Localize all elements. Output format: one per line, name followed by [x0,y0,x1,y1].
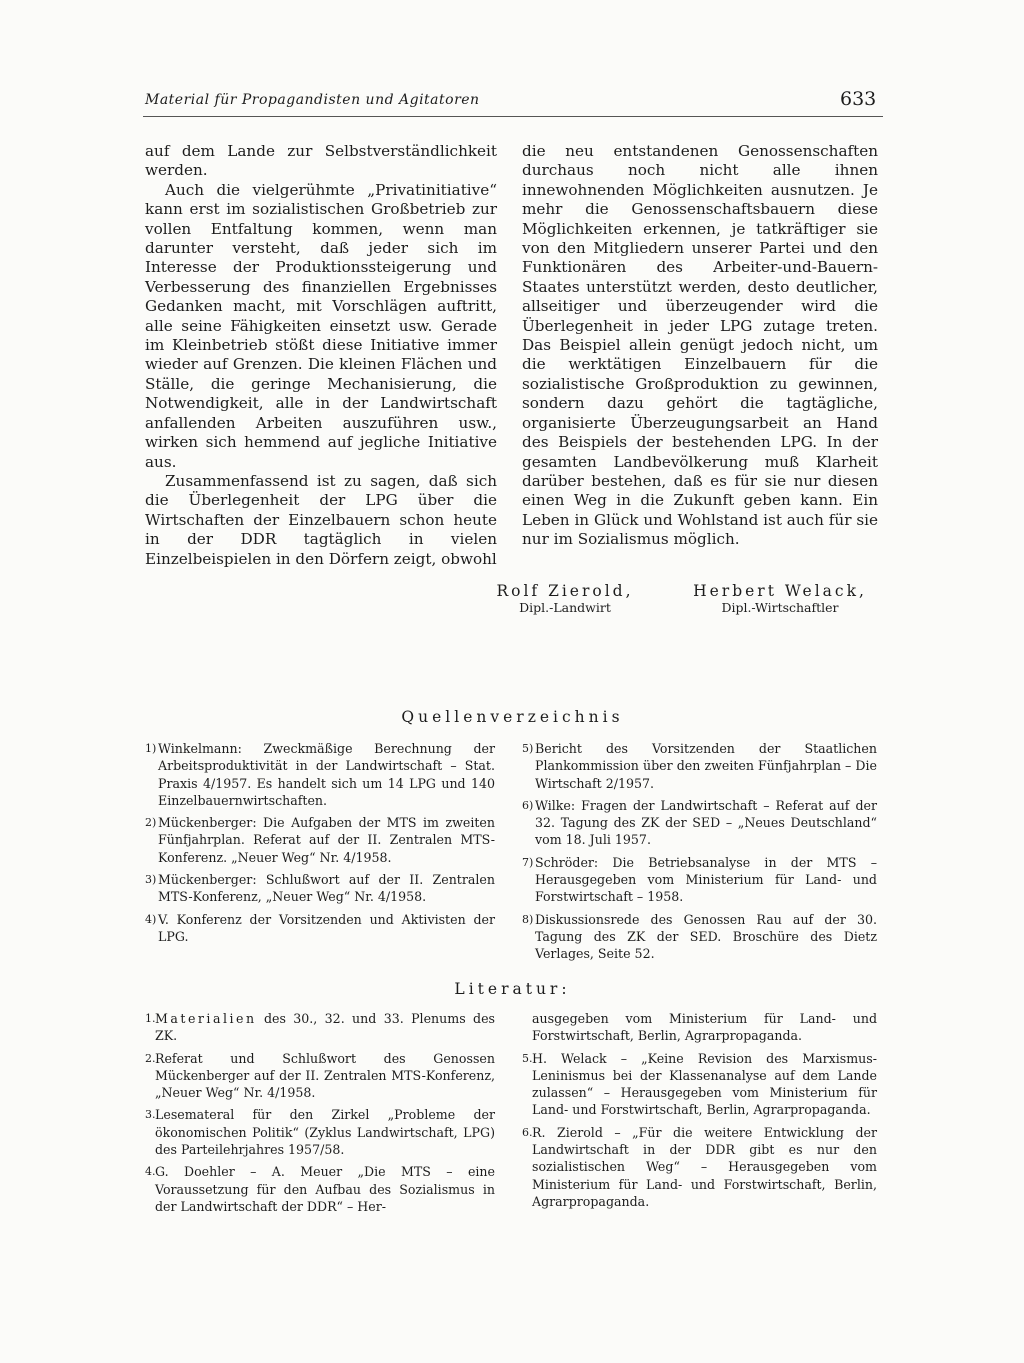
list-number: 6. [522,1125,533,1139]
signature-author-2 [670,582,890,615]
source-text: Diskussionsrede des Genossen Rau auf der 30. Tagung des ZK der SED. Broschüre des Dietz Verlages, Seite 52. [535,911,877,962]
source-item [145,871,495,906]
sources-heading: Quellenverzeichnis [401,708,624,726]
body-paragraph: die neu entstandenen Genossenschaften durchaus noch nicht alle ihnen innewohnenden Möglichkeiten ausnutzen. Je mehr die Genossenschaftsbauern diese Möglichkeiten erkennen, je tatkräftiger sie von den Mitgliedern unserer Partei und den Funktionären des Arbeiter-und-Bauern-Staates unterstützt werden, desto deutlicher, allseitiger und überzeugender wird die Überlegenheit in jeder LPG zutage treten. Das Beispiel allein genügt jedoch nicht, um die werktätigen Einzelbauern für die sozialistische Großproduktion zu gewinnen, sondern dazu gehört die tagtägliche, organisierte Überzeugungsarbeit an Hand des Beispiels der bestehenden LPG. In der gesamten Landbevölkerung muß Klarheit darüber bestehen, daß es für sie nur diesen einen Weg in die Zukunft geben kann. Ein Leben in Glück und Wohlstand ist auch für sie nur im Sozialismus möglich. [522,142,878,549]
source-text: Winkelmann: Zweckmäßige Berechnung der Arbeitsproduktivität in der Landwirtschaft – Stat. Praxis 4/1957. Es handelt sich um 14 LPG und 140 Einzelbauernwirtschaften. [158,741,495,808]
sources-list-left [145,740,495,950]
source-item [522,911,877,963]
source-text: Mückenberger: Schlußwort auf der II. Zentralen MTS-Konferenz, „Neuer Weg“ Nr. 4/1958. [158,872,495,905]
list-number: 3. [145,1108,156,1122]
literature-text: des 30., 32. und 33. Plenums des ZK. [155,1011,495,1044]
source-item [145,740,495,809]
literature-text: Lesemateral für den Zirkel „Probleme der ökonomischen Politik“ (Zyklus Landwirtschaft, LPG) des Parteilehrjahres 1957/58. [155,1107,495,1158]
source-item [522,797,877,849]
source-text: Mückenberger: Die Aufgaben der MTS im zweiten Fünfjahrplan. Referat auf der II. Zentralen MTS-Konferenz. „Neuer Weg“ Nr. 4/1958. [158,815,495,865]
list-number: 4. [145,1165,156,1179]
author-title: Dipl.-Landwirt [519,600,611,615]
literature-text: Referat und Schlußwort des Genossen Mückenberger auf der II. Zentralen MTS-Konferenz, „Neuer Weg“ Nr. 4/1958. [155,1050,495,1101]
literature-item-continued [522,1010,877,1045]
source-item [145,911,495,946]
sources-list-right [522,740,877,968]
source-text: Wilke: Fragen der Landwirtschaft – Referat auf der 32. Tagung des ZK der SED – „Neues Deutschland“ vom 18. Juli 1957. [535,797,877,848]
body-paragraph: Auch die vielgerühmte „Privatinitiative“ kann erst im sozialistischen Großbetrieb zur vollen Entfaltung kommen, wenn man darunter versteht, daß jeder sich im Interesse der Produktionssteigerung und Verbesserung des finanziellen Ergebnisses Gedanken macht, mit Vorschlägen auftritt, alle seine Fähigkeiten einsetzt usw. Gerade im Kleinbetrieb stößt diese Initiative immer wieder auf Grenzen. Die kleinen Flächen und Ställe, die geringe Mechanisierung, die Notwendigkeit, alle in der Landwirtschaft anfallenden Arbeiten auszuführen usw., wirken sich hemmend auf jegliche Initiative aus. [145,180,497,471]
literature-text: G. Doehler – A. Meuer „Die MTS – eine Voraussetzung für den Aufbau des Sozialismus in der Landwirtschaft der DDR“ – Her- [155,1164,495,1214]
author-name: Herbert Welack, [693,582,867,600]
footnote-marker: 1) [145,742,157,755]
literature-item [145,1106,495,1158]
literature-item [522,1050,877,1119]
literature-heading: Literatur: [454,980,571,998]
source-item [522,854,877,906]
literature-list-right [522,1010,877,1215]
list-number: 1. [145,1012,156,1025]
literature-text: ausgegeben vom Ministerium für Land- und Forstwirtschaft, Berlin, Agrarpropaganda. [532,1011,877,1044]
source-item [145,814,495,866]
literature-lead: Materialien [155,1011,257,1026]
source-item [522,740,877,792]
footnote-marker: 5) [522,742,534,755]
body-column-right [522,142,878,550]
body-paragraph: auf dem Lande zur Selbstverständlichkeit werden. [145,142,497,180]
footnote-marker: 7) [522,855,534,869]
literature-list-left [145,1010,495,1220]
author-title: Dipl.-Wirtschaftler [721,600,839,615]
list-number: 2. [145,1051,156,1065]
body-paragraph: Zusammenfassend ist zu sagen, daß sich die Überlegenheit der LPG über die Wirtschaften der Einzelbauern schon heute in der DDR tagtäglich in vielen Einzelbeispielen in den Dörfern zeigt, obwohl [145,471,497,568]
running-header-title: Material für Propagandisten und Agitatoren [145,92,480,108]
footnote-marker: 2) [145,816,157,830]
literature-item [145,1010,495,1045]
signature-author-1 [470,582,660,615]
literature-text: R. Zierold – „Für die weitere Entwicklung der Landwirtschaft in der DDR gibt es nur den sozialistischen Weg“ – Herausgegeben vom Ministerium für Land- und Forstwirtschaft, Berlin, Agrarpropaganda. [532,1124,877,1209]
author-name: Rolf Zierold, [496,582,634,600]
header-rule [143,116,883,117]
literature-item [145,1163,495,1215]
list-number: 5. [522,1051,533,1065]
footnote-marker: 6) [522,798,534,812]
signature-block [470,582,890,622]
source-text: Bericht des Vorsitzenden der Staatlichen Plankommission über den zweiten Fünfjahrplan – Die Wirtschaft 2/1957. [535,741,877,791]
body-column-left [145,142,497,569]
page-number: 633 [840,88,877,110]
source-text: Schröder: Die Betriebsanalyse in der MTS – Herausgegeben vom Ministerium für Land- und Forstwirtschaft – 1958. [535,854,877,905]
footnote-marker: 3) [145,873,157,887]
literature-text: H. Welack – „Keine Revision des Marxismus-Leninismus bei der Klassenanalyse auf dem Lande zulassen“ – Herausgegeben vom Ministerium für Land- und Forstwirtschaft, Berlin, Agrarpropaganda. [532,1050,877,1118]
footnote-marker: 8) [522,912,534,926]
source-text: V. Konferenz der Vorsitzenden und Aktivisten der LPG. [158,911,495,944]
literature-item [145,1050,495,1102]
literature-item [522,1124,877,1210]
footnote-marker: 4) [145,912,157,926]
